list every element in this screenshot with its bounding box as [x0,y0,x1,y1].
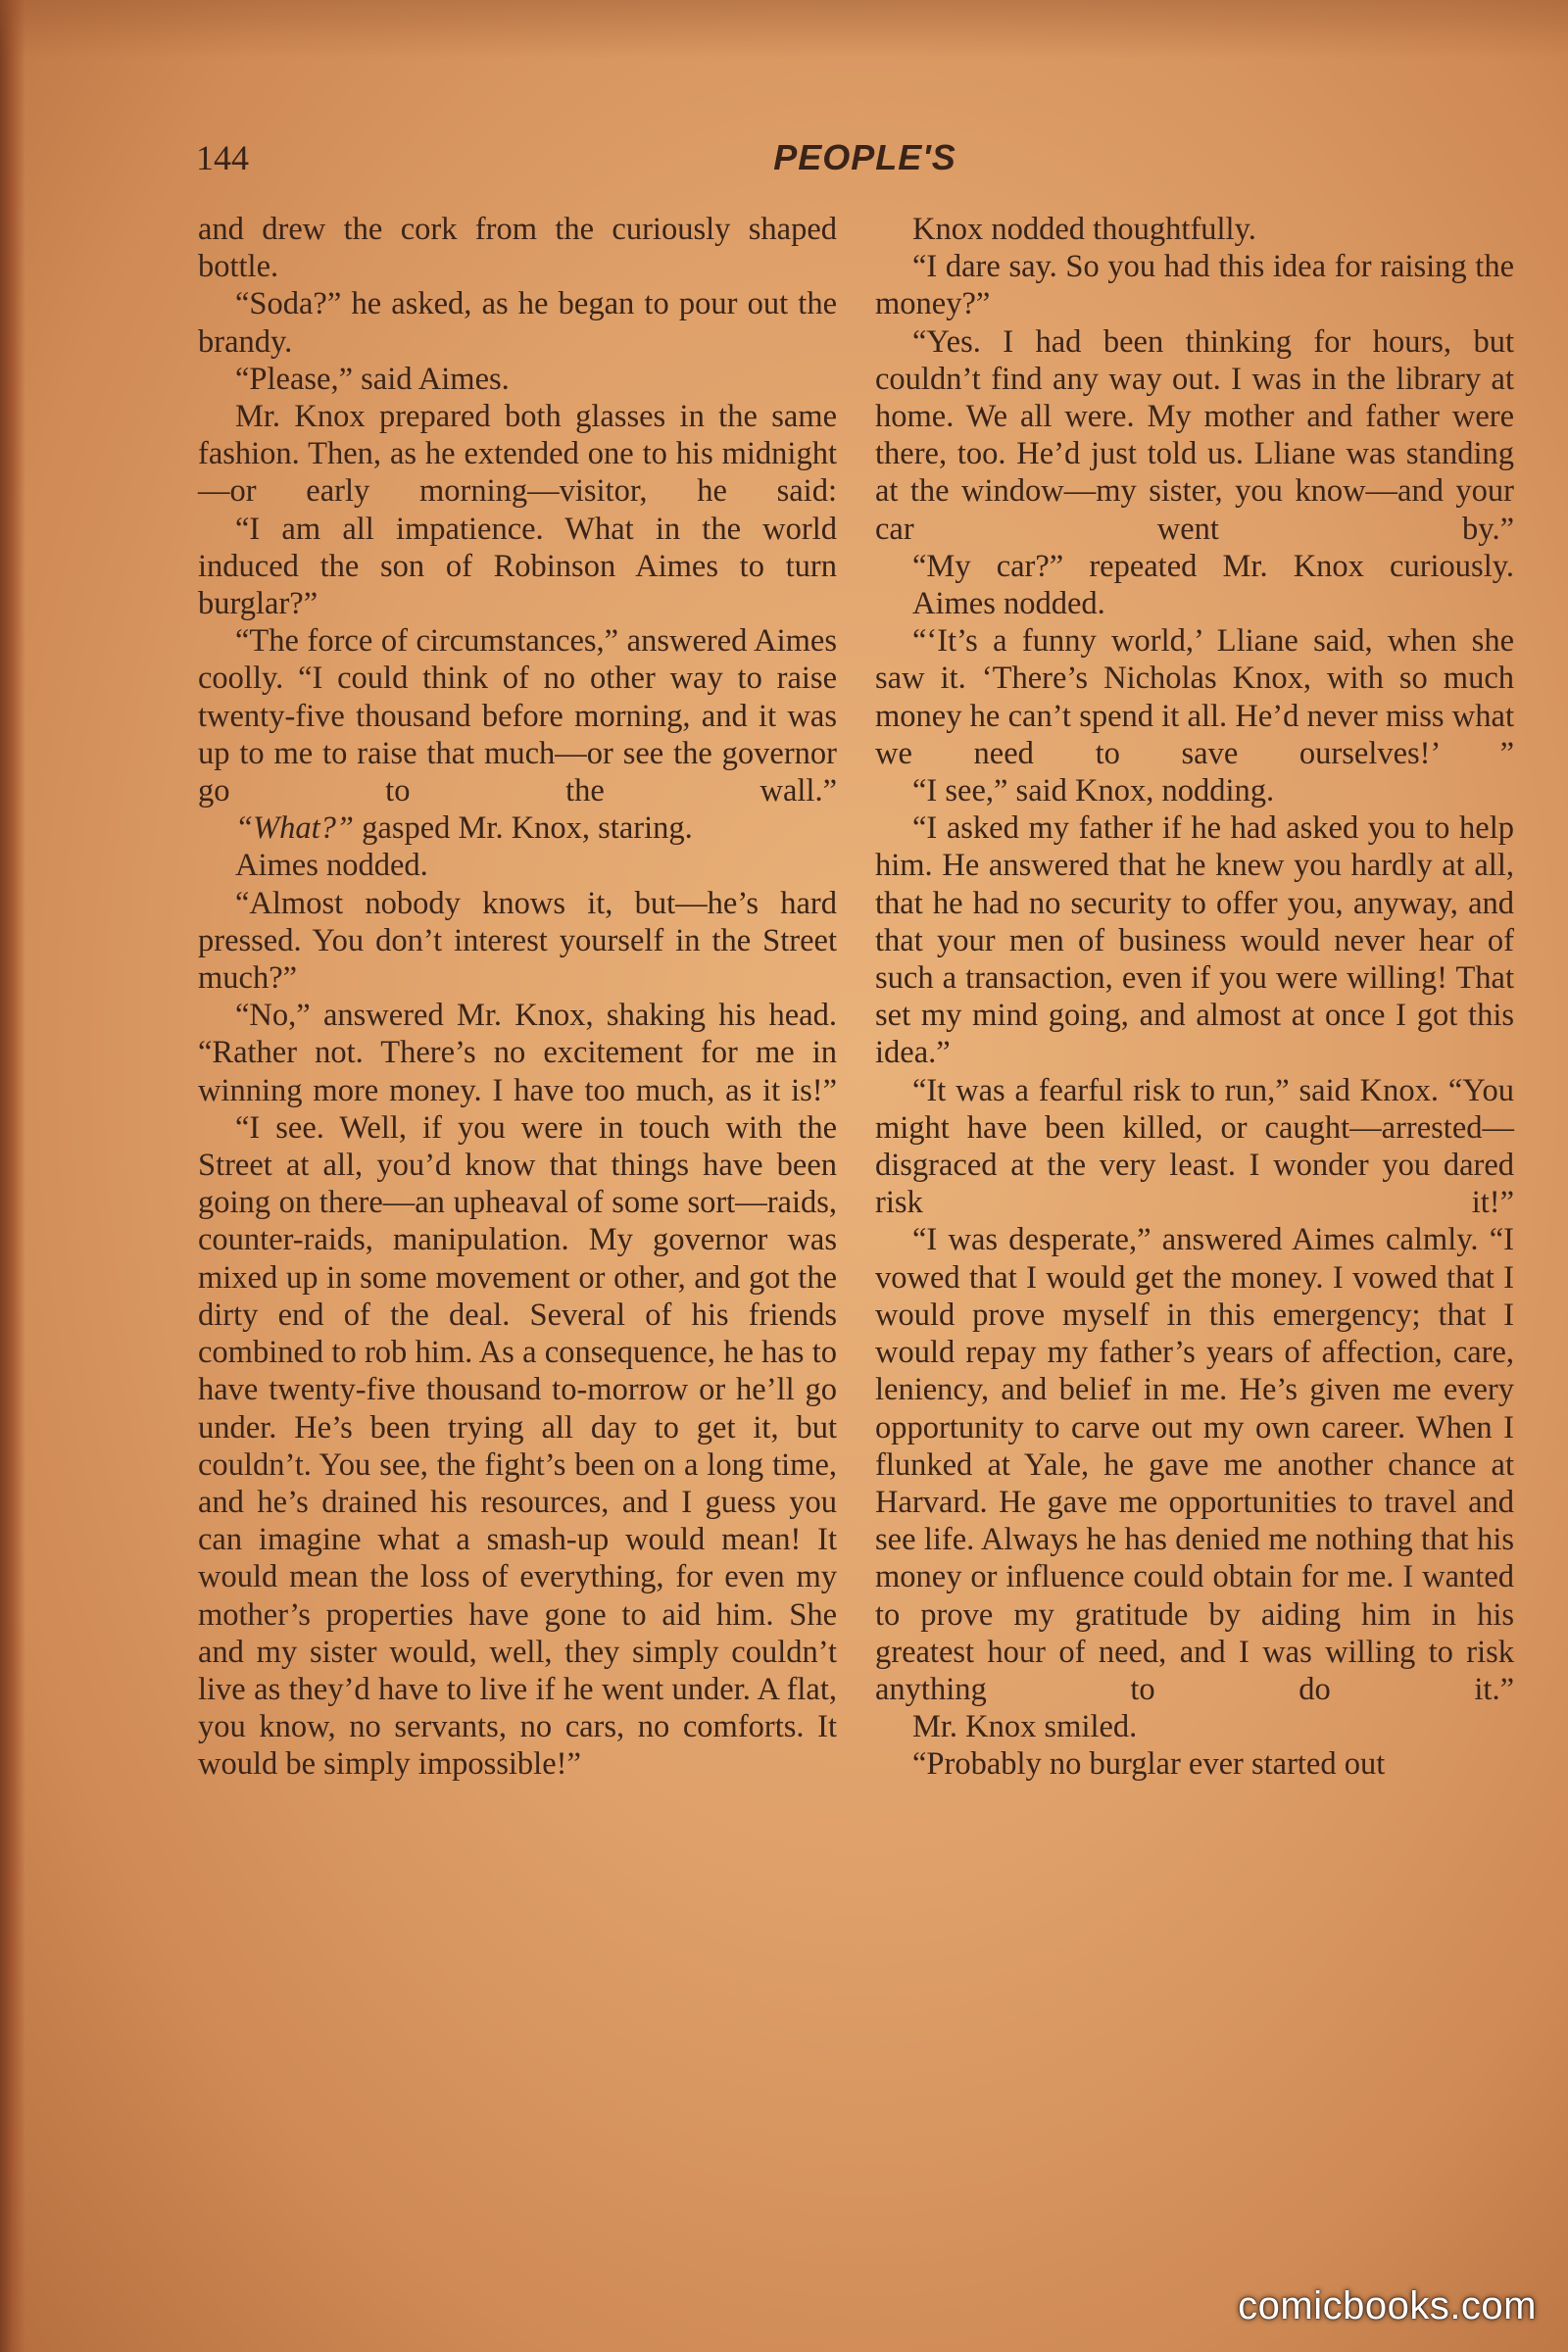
running-head: PEOPLE'S [773,137,956,177]
paragraph: “Yes. I had been thinking for hours, but couldn’t find any way out. I was in the library at home. We all were. My mother and father were there, too. He’d just told us. Lliane was standing at the window—my sister, you know—and your car went by.” [875,323,1514,547]
page-header [196,137,1514,186]
paragraph: and drew the cork from the curiously shaped bottle. [198,212,837,285]
paragraph: Aimes nodded. [912,586,1105,622]
paragraph: Aimes nodded. [235,848,428,884]
page-number: 144 [196,138,249,177]
italic-what: “What?” [235,810,355,847]
paragraph: “Soda?” he asked, as he began to pour out the brandy. [198,286,837,360]
right-column [875,211,1514,1784]
paragraph: “I see,” said Knox, nodding. [912,773,1275,809]
site-watermark: comicbooks.com [1238,2284,1537,2328]
top-edge-shadow [0,0,1568,59]
page-edge-shadow [0,0,25,2352]
paragraph: “It was a fearful risk to run,” said Knox. “You might have been killed, or caught—arrested—disgraced at the very least. I wonder you dared risk it!” [875,1072,1514,1221]
paragraph: “My car?” repeated Mr. Knox curiously. [912,548,1514,584]
paragraph: “I am all impatience. What in the world induced the son of Robinson Aimes to turn burglar?” [198,511,837,622]
paragraph: “I see. Well, if you were in touch with the Street at all, you’d know that things have been going on there—an upheaval of some sort—raids, counter-raids, manipulation. My governor was mixed up in some movement or other, and got the dirty end of the deal. Several of his friends combined to rob him. As a consequence, he has to have twenty-five thousand to-morrow or he’ll go under. He’s been trying all day to get it, but couldn’t. You see, the fight’s been on a long time, and he’s drained his resources, and I guess you can imagine what a smash-up would mean! It would mean the loss of everything, for even my mother’s properties have gone to aid him. She and my sister would, well, they simply couldn’t live as they’d have to live if he went under. A flat, you know, no servants, no cars, no comforts. It would be simply impossible!” [198,1109,837,1783]
left-column [198,211,837,1784]
paragraph [198,809,837,847]
paragraph: Mr. Knox smiled. [912,1709,1138,1745]
paragraph: “No,” answered Mr. Knox, shaking his head. “Rather not. There’s no excitement for me in winning more money. I have too much, as it is!” [198,998,837,1108]
paragraph: Mr. Knox prepared both glasses in the same fashion. Then, as he extended one to his midnight—or early morning—visitor, he said: [198,399,837,510]
paragraph: “The force of circumstances,” answered Aimes coolly. “I could think of no other way to raise twenty-five thousand before morning, and it was up to me to raise that much—or see the governor go to the wall.” [198,623,837,809]
paragraph: “‘It’s a funny world,’ Lliane said, when she saw it. ‘There’s Nicholas Knox, with so much money he can’t spend it all. He’d never miss what we need to save ourselves!’ ” [875,623,1514,771]
paragraph: Knox nodded thoughtfully. [912,212,1256,247]
paragraph: “Please,” said Aimes. [235,361,510,397]
paragraph: “Almost nobody knows it, but—he’s hard pressed. You don’t interest yourself in the Street much?” [198,885,837,997]
paragraph: “I was desperate,” answered Aimes calmly. “I vowed that I would get the money. I vowed that I would prove myself in this emergency; that I would repay my father’s years of affection, care, leniency, and belief in me. He’s given me every opportunity to carve out my own career. When I flunked at Yale, he gave me another chance at Harvard. He gave me opportunities to travel and see life. Always he has denied me nothing that his money or influence could obtain for me. I wanted to prove my gratitude by aiding him in his greatest hour of need, and I was willing to risk anything to do it.” [875,1222,1514,1707]
paragraph: “I asked my father if he had asked you to help him. He answered that he knew you hardly at all, that he had no security to offer you, anyway, and that your men of business would never hear of such a transaction, even if you were willing! That set my mind going, and almost at once I got this idea.” [875,810,1514,1071]
paragraph: “Probably no burglar ever started out [912,1746,1386,1783]
paragraph: “I dare say. So you had this idea for raising the money?” [875,249,1514,322]
paragraph-text: gasped Mr. Knox, staring. [362,810,693,847]
